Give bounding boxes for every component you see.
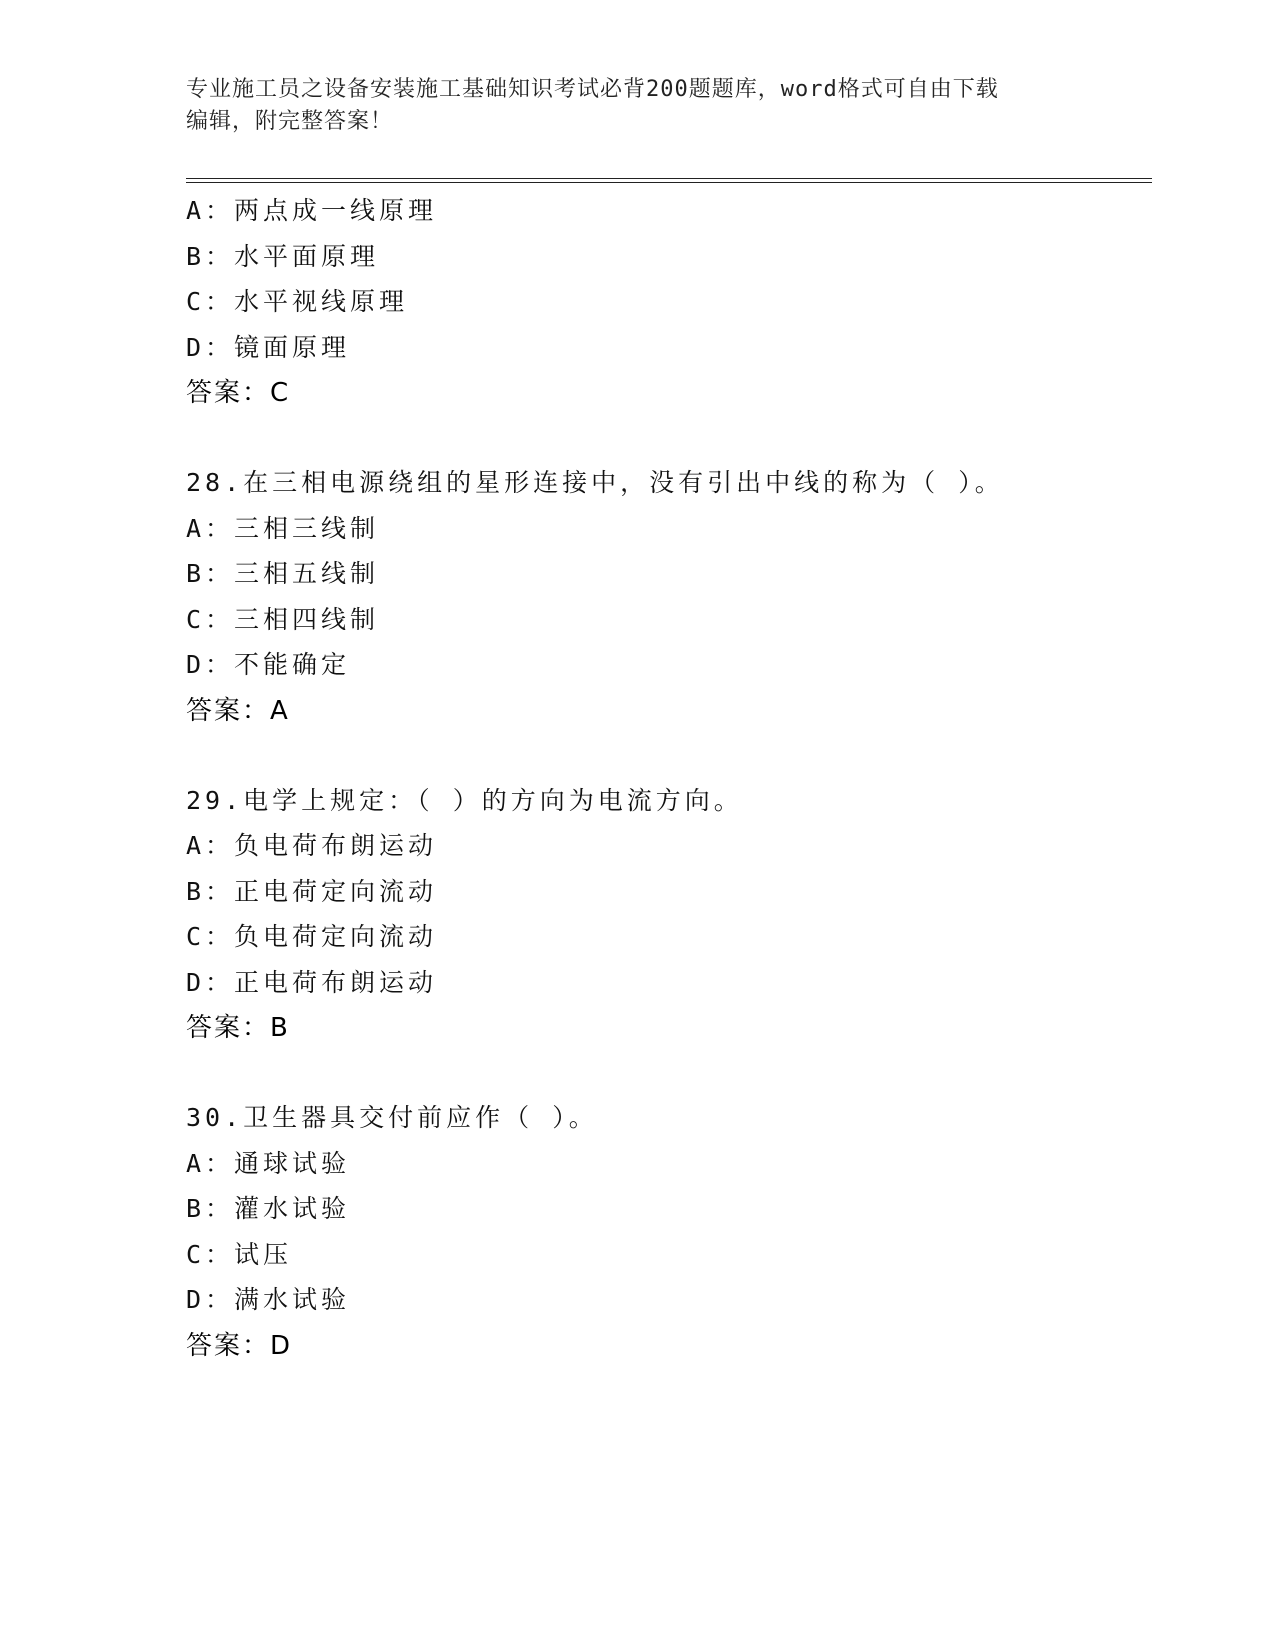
question-text: 30.卫生器具交付前应作（ ）。 <box>186 1103 598 1132</box>
answer-line <box>186 1323 1152 1369</box>
answer-label: 答案： <box>186 378 271 408</box>
answer-line <box>186 370 1152 416</box>
document-header <box>186 74 1066 138</box>
option-c: C：试压 <box>186 1239 293 1269</box>
question-block-29 <box>186 778 1152 1052</box>
option-a: A：两点成一线原理 <box>186 196 438 225</box>
question-text: 29.电学上规定：（ ）的方向为电流方向。 <box>186 785 743 815</box>
option-b: B：三相五线制 <box>186 559 380 588</box>
header-divider <box>186 178 1152 183</box>
option-a: A：三相三线制 <box>186 513 380 543</box>
answer-value: C <box>270 378 290 408</box>
option-d: D：满水试验 <box>186 1285 351 1314</box>
answer-value: B <box>270 1013 289 1043</box>
header-line-2: 编辑，附完整答案！ <box>186 109 394 134</box>
option-b: B：正电荷定向流动 <box>186 876 438 906</box>
option-d: D：不能确定 <box>186 650 351 679</box>
answer-label: 答案： <box>186 1013 271 1043</box>
option-c: C：水平视线原理 <box>186 287 409 316</box>
header-line-1: 专业施工员之设备安装施工基础知识考试必背200题题库，word格式可自由下载 <box>186 77 999 102</box>
answer-label: 答案： <box>186 695 271 726</box>
option-c: C：负电荷定向流动 <box>186 922 438 951</box>
answer-label: 答案： <box>186 1330 271 1361</box>
answer-value: D <box>270 1330 292 1361</box>
answer-line <box>186 688 1152 734</box>
question-block-28 <box>186 460 1152 734</box>
option-a: A：负电荷布朗运动 <box>186 831 438 860</box>
question-text: 28.在三相电源绕组的星形连接中，没有引出中线的称为（ ）。 <box>186 468 1004 497</box>
question-list <box>186 188 1152 1369</box>
option-d: D：镜面原理 <box>186 332 351 362</box>
option-a: A：通球试验 <box>186 1148 351 1178</box>
answer-line <box>186 1005 1152 1051</box>
option-b: B：灌水试验 <box>186 1194 351 1223</box>
question-block-30 <box>186 1095 1152 1369</box>
option-b: B：水平面原理 <box>186 241 380 271</box>
option-d: D：正电荷布朗运动 <box>186 967 438 997</box>
answer-value: A <box>270 695 289 726</box>
option-c: C：三相四线制 <box>186 604 380 634</box>
question-block-27 <box>186 188 1152 416</box>
